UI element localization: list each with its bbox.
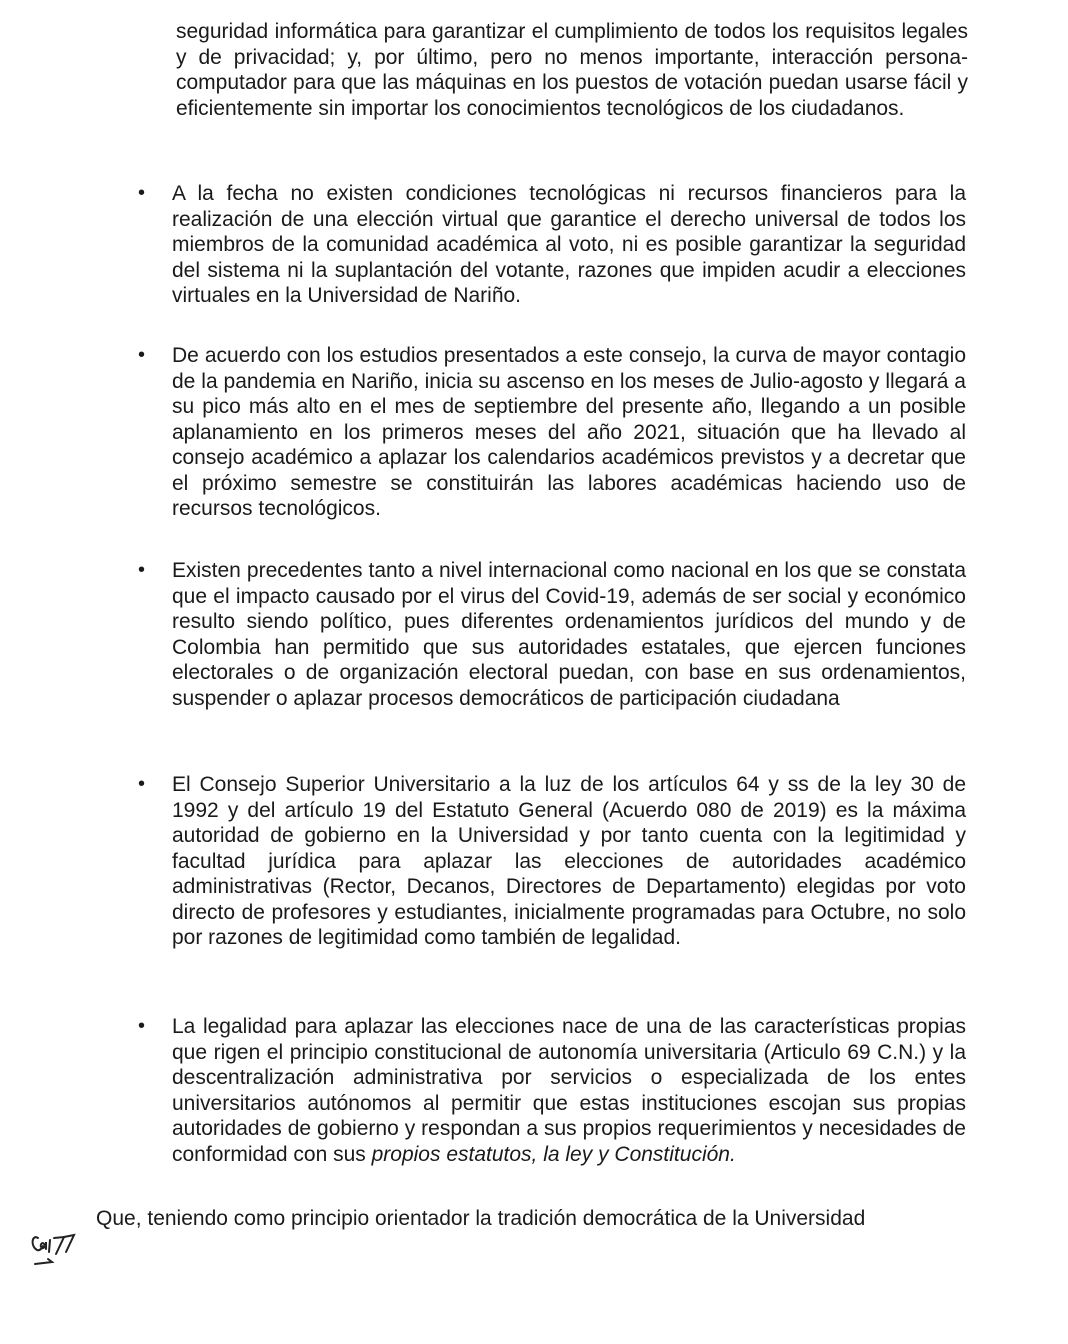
closing-paragraph: Que, teniendo como principio orientador la tradición democrática de la Universidad bbox=[96, 1207, 866, 1230]
bullet-icon: • bbox=[138, 1015, 146, 1037]
bullet-icon: • bbox=[138, 773, 146, 795]
bullet-text-italic: propios estatutos, la ley y Constitución. bbox=[371, 1142, 736, 1166]
bullet-icon: • bbox=[138, 344, 146, 366]
bullet-text bbox=[172, 1014, 966, 1167]
handwritten-initials bbox=[28, 1220, 78, 1270]
continuation-paragraph: seguridad informática para garantizar el cumplimiento de todos los requisitos legales y de privacidad; y, por último, pero no menos importante, interacción persona-computador para que las máquinas en los puestos de votación puedan usarse fácil y eficientemente sin importar los conocimientos tecnológicos de los ciudadanos. bbox=[176, 20, 968, 120]
bullet-icon: • bbox=[138, 182, 146, 204]
bullet-text: Existen precedentes tanto a nivel internacional como nacional en los que se constata que el impacto causado por el virus del Covid-19, además de ser social y económico resulto siendo político, pues diferentes ordenamientos jurídicos del mundo y de Colombia han permitido que sus autoridades estatales, que ejercen funciones electorales o de organización electoral puedan, con base en sus ordenamientos, suspender o aplazar procesos democráticos de participación ciudadana bbox=[172, 559, 966, 710]
bullet-text-regular: La legalidad para aplazar las elecciones nace de una de las características propias que rigen el principio constitucional de autonomía universitaria (Articulo 69 C.N.) y la descentralización administrativa por servicios o especializada de los entes universitarios autónomos al permitir que estas instituciones escojan sus propias autoridades de gobierno y respondan a sus propios requerimientos y necesidades de conformidad con sus bbox=[172, 1015, 966, 1166]
bullet-text: El Consejo Superior Universitario a la luz de los artículos 64 y ss de la ley 30 de 1992 y del artículo 19 del Estatuto General (Acuerdo 080 de 2019) es la máxima autoridad de gobierno en la Universidad y por tanto cuenta con la legitimidad y facultad jurídica para aplazar las elecciones de autoridades académico administrativas (Rector, Decanos, Directores de Departamento) elegidas por voto directo de profesores y estudiantes, inicialmente programadas para Octubre, no solo por razones de legitimidad como también de legalidad. bbox=[172, 773, 966, 949]
bullet-text: A la fecha no existen condiciones tecnológicas ni recursos financieros para la realización de una elección virtual que garantice el derecho universal de todos los miembros de la comunidad académica al voto, ni es posible garantizar la seguridad del sistema ni la suplantación del votante, razones que impiden acudir a elecciones virtuales en la Universidad de Nariño. bbox=[172, 182, 966, 307]
bullet-text: De acuerdo con los estudios presentados a este consejo, la curva de mayor contagio de la pandemia en Nariño, inicia su ascenso en los meses de Julio-agosto y llegará a su pico más alto en el mes de septiembre del presente año, llegando a un posible aplanamiento en los primeros meses del año 2021, situación que ha llevado al consejo académico a aplazar los calendarios académicos previstos y a decretar que el próximo semestre se constituirán las labores académicas haciendo uso de recursos tecnológicos. bbox=[172, 344, 966, 520]
bullet-icon: • bbox=[138, 559, 146, 581]
